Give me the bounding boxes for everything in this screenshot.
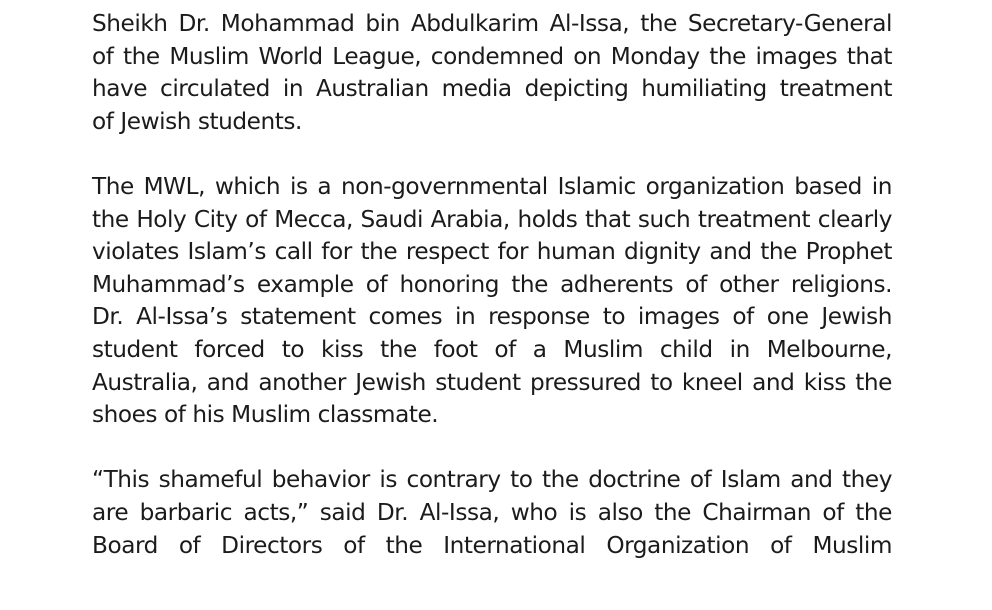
text-line: Board of Directors of the International Organization of Muslim xyxy=(92,531,892,559)
text-line: the Holy City of Mecca, Saudi Arabia, holds that such treatment clearly xyxy=(92,205,892,233)
paragraph-2 xyxy=(92,171,892,432)
paragraph-3 xyxy=(92,464,892,562)
text-line: of the Muslim World League, condemned on Monday the images that xyxy=(92,42,892,70)
text-line: are barbaric acts,” said Dr. Al-Issa, who is also the Chairman of the xyxy=(92,498,892,526)
paragraph-1 xyxy=(92,8,892,138)
text-line: “This shameful behavior is contrary to the doctrine of Islam and they xyxy=(92,466,892,494)
article-body xyxy=(92,8,892,595)
text-line: Sheikh Dr. Mohammad bin Abdulkarim Al-Issa, the Secretary-General xyxy=(92,10,892,37)
text-line: student forced to kiss the foot of a Muslim child in Melbourne, xyxy=(92,335,892,363)
text-line: The MWL, which is a non-governmental Islamic organization based in xyxy=(92,172,892,200)
text-line: shoes of his Muslim classmate. xyxy=(92,401,439,429)
text-line: Muhammad’s example of honoring the adherents of other religions. xyxy=(92,270,892,298)
text-line: Dr. Al-Issa’s statement comes in response to images of one Jewish xyxy=(92,303,892,331)
text-line: Australia, and another Jewish student pressured to kneel and kiss the xyxy=(92,368,892,396)
text-line: violates Islam’s call for the respect for human dignity and the Prophet xyxy=(92,238,892,266)
text-line: of Jewish students. xyxy=(92,107,302,135)
text-line: have circulated in Australian media depicting humiliating treatment xyxy=(92,75,892,103)
